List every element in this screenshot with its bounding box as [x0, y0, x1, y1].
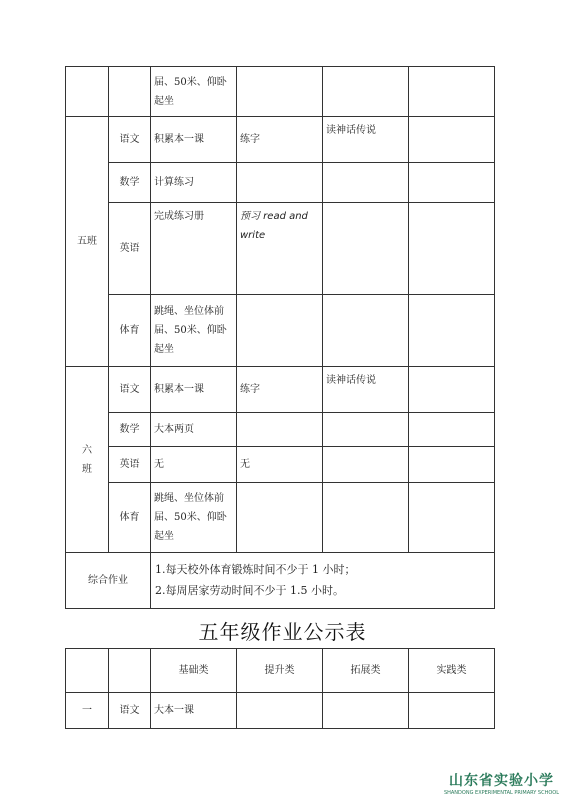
table-row [66, 483, 495, 553]
basic-task-cell: 无 [151, 447, 237, 483]
table-row [66, 67, 495, 117]
table-row [66, 553, 495, 609]
table-row [66, 295, 495, 367]
practice-task-cell [409, 295, 495, 367]
basic-task-cell: 大本一课 [151, 693, 237, 729]
table-row [66, 693, 495, 729]
subject-label: 英语 [109, 447, 151, 483]
practice-task-cell [409, 163, 495, 203]
page-title: 五年级作业公示表 [198, 620, 367, 644]
class-cell [66, 67, 109, 117]
table-header-row [66, 649, 495, 693]
homework-table [65, 648, 495, 729]
practice-task-cell [409, 483, 495, 553]
combined-homework-requirements [151, 553, 495, 609]
basic-task-cell: 跳绳、坐位体前届、50米、仰卧起坐 [151, 483, 237, 553]
class-label: 五班 [66, 117, 109, 367]
header-cell [66, 649, 109, 693]
header-basic: 基础类 [151, 649, 237, 693]
improve-task-cell [237, 413, 323, 447]
table-row [66, 117, 495, 163]
extend-task-cell [323, 67, 409, 117]
extend-task-cell [323, 447, 409, 483]
subject-label: 英语 [109, 203, 151, 295]
extend-task-cell [323, 295, 409, 367]
basic-task-cell: 大本两页 [151, 413, 237, 447]
header-cell [109, 649, 151, 693]
practice-task-cell [409, 367, 495, 413]
school-logo-name: 山东省实验小学 [448, 773, 554, 789]
school-logo [444, 770, 559, 796]
improve-task-cell [237, 163, 323, 203]
improve-task-cell [237, 483, 323, 553]
subject-label: 体育 [109, 483, 151, 553]
school-logo-english: SHANDONG EXPERIMENTAL PRIMARY SCHOOL [443, 790, 559, 796]
table-row [66, 203, 495, 295]
subject-label: 语文 [109, 117, 151, 163]
extend-task-cell [323, 693, 409, 729]
subject-label: 语文 [109, 693, 151, 729]
basic-task-cell: 计算练习 [151, 163, 237, 203]
extend-task-cell [323, 163, 409, 203]
practice-task-cell [409, 693, 495, 729]
extend-task-cell [323, 203, 409, 295]
header-practice: 实践类 [409, 649, 495, 693]
improve-task-cell: 练字 [237, 367, 323, 413]
extend-task-cell [323, 483, 409, 553]
header-improve: 提升类 [237, 649, 323, 693]
subject-label: 数学 [109, 413, 151, 447]
extend-task-cell [323, 413, 409, 447]
practice-task-cell [409, 447, 495, 483]
combined-homework-label: 综合作业 [66, 553, 151, 609]
practice-task-cell [409, 67, 495, 117]
basic-task-cell: 积累本一课 [151, 117, 237, 163]
class-label: 一 [66, 693, 109, 729]
class-label: 六 班 [66, 367, 109, 553]
subject-label: 体育 [109, 295, 151, 367]
table-row [66, 367, 495, 413]
basic-task-cell: 跳绳、坐位体前届、50米、仰卧起坐 [151, 295, 237, 367]
table-row [66, 447, 495, 483]
basic-task-cell: 完成练习册 [151, 203, 237, 295]
practice-task-cell [409, 413, 495, 447]
practice-task-cell [409, 117, 495, 163]
requirement-line: 1.每天校外体育锻炼时间不少于 1 小时； [155, 562, 356, 576]
subject-label: 数学 [109, 163, 151, 203]
improve-task-cell: 无 [237, 447, 323, 483]
subject-label: 语文 [109, 367, 151, 413]
basic-task-cell: 届、50米、仰卧起坐 [151, 67, 237, 117]
header-extend: 拓展类 [323, 649, 409, 693]
table-row [66, 413, 495, 447]
homework-table-continued [65, 66, 495, 609]
improve-task-cell: 练字 [237, 117, 323, 163]
requirement-line: 2.每周居家劳动时间不少于 1.5 小时。 [155, 583, 344, 597]
extend-task-cell: 读神话传说 [323, 367, 409, 413]
extend-task-cell: 读神话传说 [323, 117, 409, 163]
improve-task-cell [237, 67, 323, 117]
practice-task-cell [409, 203, 495, 295]
improve-task-cell: 预习 read and write [237, 203, 323, 295]
basic-task-cell: 积累本一课 [151, 367, 237, 413]
table-row [66, 163, 495, 203]
improve-task-cell [237, 295, 323, 367]
subject-cell [109, 67, 151, 117]
improve-task-cell [237, 693, 323, 729]
